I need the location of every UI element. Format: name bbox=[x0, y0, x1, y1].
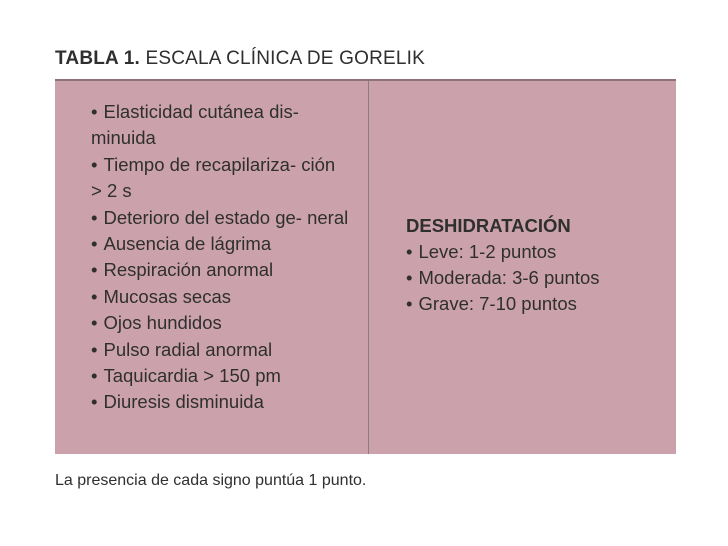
list-item: • Taquicardia > 150 pm bbox=[91, 363, 351, 389]
dehydration-heading: DESHIDRATACIÓN bbox=[406, 215, 571, 236]
list-item: • Moderada: 3-6 puntos bbox=[406, 265, 656, 291]
list-item: • Tiempo de recapilariza- ción > 2 s bbox=[91, 152, 351, 205]
list-item: • Grave: 7-10 puntos bbox=[406, 291, 656, 317]
list-item: • Ojos hundidos bbox=[91, 310, 351, 336]
table-title bbox=[55, 48, 425, 70]
list-item: • Mucosas secas bbox=[91, 284, 351, 310]
table-footnote: La presencia de cada signo puntúa 1 punto. bbox=[55, 472, 367, 489]
clinical-signs-list bbox=[91, 99, 351, 416]
dehydration-levels bbox=[406, 213, 656, 317]
dehydration-levels-list bbox=[406, 239, 656, 317]
column-divider bbox=[368, 81, 369, 454]
table-number: TABLA 1. bbox=[55, 48, 140, 69]
table-caption: ESCALA CLÍNICA DE GORELIK bbox=[145, 48, 426, 69]
list-item: • Respiración anormal bbox=[91, 257, 351, 283]
list-item: • Ausencia de lágrima bbox=[91, 231, 351, 257]
list-item: • Elasticidad cutánea dis- minuida bbox=[91, 99, 351, 152]
list-item: • Pulso radial anormal bbox=[91, 337, 351, 363]
gorelik-scale-table bbox=[55, 79, 676, 454]
list-item: • Leve: 1-2 puntos bbox=[406, 239, 656, 265]
list-item: • Deterioro del estado ge- neral bbox=[91, 205, 351, 231]
list-item: • Diuresis disminuida bbox=[91, 389, 351, 415]
